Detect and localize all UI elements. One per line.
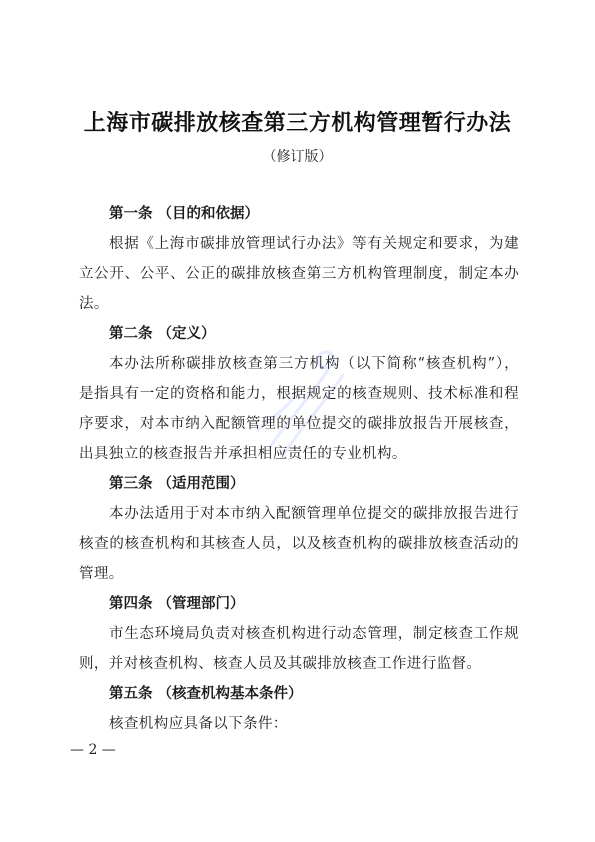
article-heading: 第四条 （管理部门） [109,595,245,612]
article-5 [79,679,519,739]
article-heading: 第五条 （核查机构基本条件） [109,685,303,702]
document-body [79,199,519,739]
article-paragraph: 市生态环境局负责对核查机构进行动态管理，制定核查工作规则，并对核查机构、核查人员及其碳排放核查工作进行监督。 [79,626,519,672]
article-3 [79,469,519,589]
article-heading: 第二条 （定义） [109,325,216,342]
article-1 [79,199,519,319]
article-paragraph: 核查机构应具备以下条件： [109,716,288,732]
article-paragraph: 本办法所称碳排放核查第三方机构（以下简称“核查机构”），是指具有一定的资格和能力，根据规定的核查规则、技术标准和程序要求，对本市纳入配额管理的单位提交的碳排放报告开展核查，出具独立的核查报告并承担相应责任的专业机构。 [79,356,519,462]
page-number: — 2 — [70,742,116,758]
document-subtitle: （修订版） [262,149,333,165]
document-title: 上海市碳排放核查第三方机构管理暂行办法 [83,110,512,136]
article-heading: 第三条 （适用范围） [109,475,245,492]
article-paragraph: 本办法适用于对本市纳入配额管理单位提交的碳排放报告进行核查的核查机构和其核查人员，以及核查机构的碳排放核查活动的管理。 [79,506,519,582]
article-2 [79,319,519,469]
article-paragraph: 根据《上海市碳排放管理试行办法》等有关规定和要求，为建立公开、公平、公正的碳排放核查第三方机构管理制度，制定本办法。 [79,236,519,312]
article-4 [79,589,519,679]
article-heading: 第一条 （目的和依据） [109,205,260,222]
